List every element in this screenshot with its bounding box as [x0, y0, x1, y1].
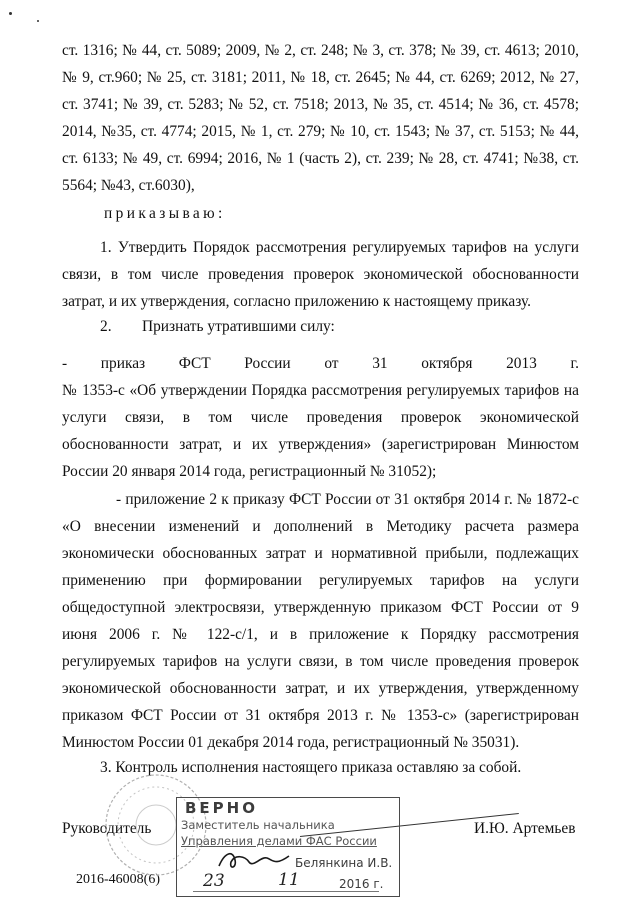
dash-1-word: приказ [100, 355, 146, 372]
dash-1-first-line [62, 350, 579, 377]
stamp-month: 11 [278, 870, 300, 890]
dash-1-word: ФСТ [178, 355, 211, 372]
dash-1-word: 31 [372, 355, 388, 372]
stamp-title: ВЕРНО [185, 799, 258, 817]
stamp-day: 23 [203, 871, 225, 891]
intro-paragraph: ст. 1316; № 44, ст. 5089; 2009, № 2, ст. 248; № 3, ст. 378; № 39, ст. 4613; 2010, № 9, ст.960; № 25, ст. 3181; 2011, № 18, ст. 2645; № 44, ст. 6269; 2012, № 27, ст. 3741; № 39, ст. 5283; № 52, ст. 7518; 2013, № 35, ст. 4514; № 36, ст. 4578; 2014, №35, ст. 4774; 2015, № 1, ст. 279; № 10, ст. 1543; № 37, ст. 5153; № 44, ст. 6133; № 49, ст. 6994; 2016, № 1 (часть 2), ст. 239; № 28, ст. 4741; №38, ст. 5564; №43, ст.6030), [62, 42, 579, 194]
item-1: 1. Утвердить Порядок рассмотрения регулируемых тарифов на услуги связи, в том числе проведения проверок экономической обоснованности затрат, и их утверждения, согласно приложению к настоящему приказу. [62, 239, 579, 310]
item-2-number: 2. [100, 318, 112, 335]
stamp-position: Заместитель начальника [181, 818, 335, 832]
document-number: 2016-46008(6) [76, 872, 160, 887]
dash-1-word: от [324, 355, 339, 372]
dash-1-word: г. [570, 355, 579, 372]
stamp-year: 2016 г. [339, 877, 384, 891]
scan-speck [37, 20, 39, 22]
certification-stamp [176, 797, 400, 897]
stamp-signer-name: Белянкина И.В. [295, 856, 393, 870]
item-2-text: Признать утратившими силу: [142, 318, 335, 335]
position-title: Руководитель [62, 820, 152, 837]
dash-1-rest: № 1353-с «Об утверждении Порядка рассмотрения регулируемых тарифов на услуги связи, в том числе проведения проверок экономической обоснованности затрат, и их утверждения» (зарегистрирован Минюстом России 20 января 2014 года, регистрационный № 31052); [62, 382, 579, 480]
dash-1-word: России [244, 355, 291, 372]
stamp-date-line [193, 891, 379, 892]
scan-speck [9, 12, 12, 15]
dash-1-word: октября [421, 355, 473, 372]
dash-1-word: 2013 [506, 355, 537, 372]
dash-2-paragraph: - приложение 2 к приказу ФСТ России от 31 октября 2014 г. № 1872-с «О внесении изменений и дополнений в Методику расчета размера экономически обоснованных затрат и нормативной прибыли, подлежащих применению при формировании регулируемых тарифов на услуги общедоступной электросвязи, утвержденную приказом ФСТ России от 9 июня 2006 г. № 122-с/1, и в приложение к Порядку рассмотрения регулируемых тарифов на услуги связи, в том числе проведения проверок экономической обоснованности затрат, и их утверждения, утвержденному приказом ФСТ России от 31 октября 2013 г. № 1353-с» (зарегистрирован Минюстом России 01 декабря 2014 года, регистрационный № 35031). [62, 491, 579, 751]
item-2 [100, 318, 335, 336]
stamp-department: Управления делами ФАС России [181, 834, 377, 848]
signatory-name: И.Ю. Артемьев [474, 820, 576, 837]
order-word: приказываю: [104, 205, 226, 222]
dash-1-word: - [62, 355, 68, 372]
item-3: 3. Контроль исполнения настоящего приказа оставляю за собой. [100, 759, 522, 776]
